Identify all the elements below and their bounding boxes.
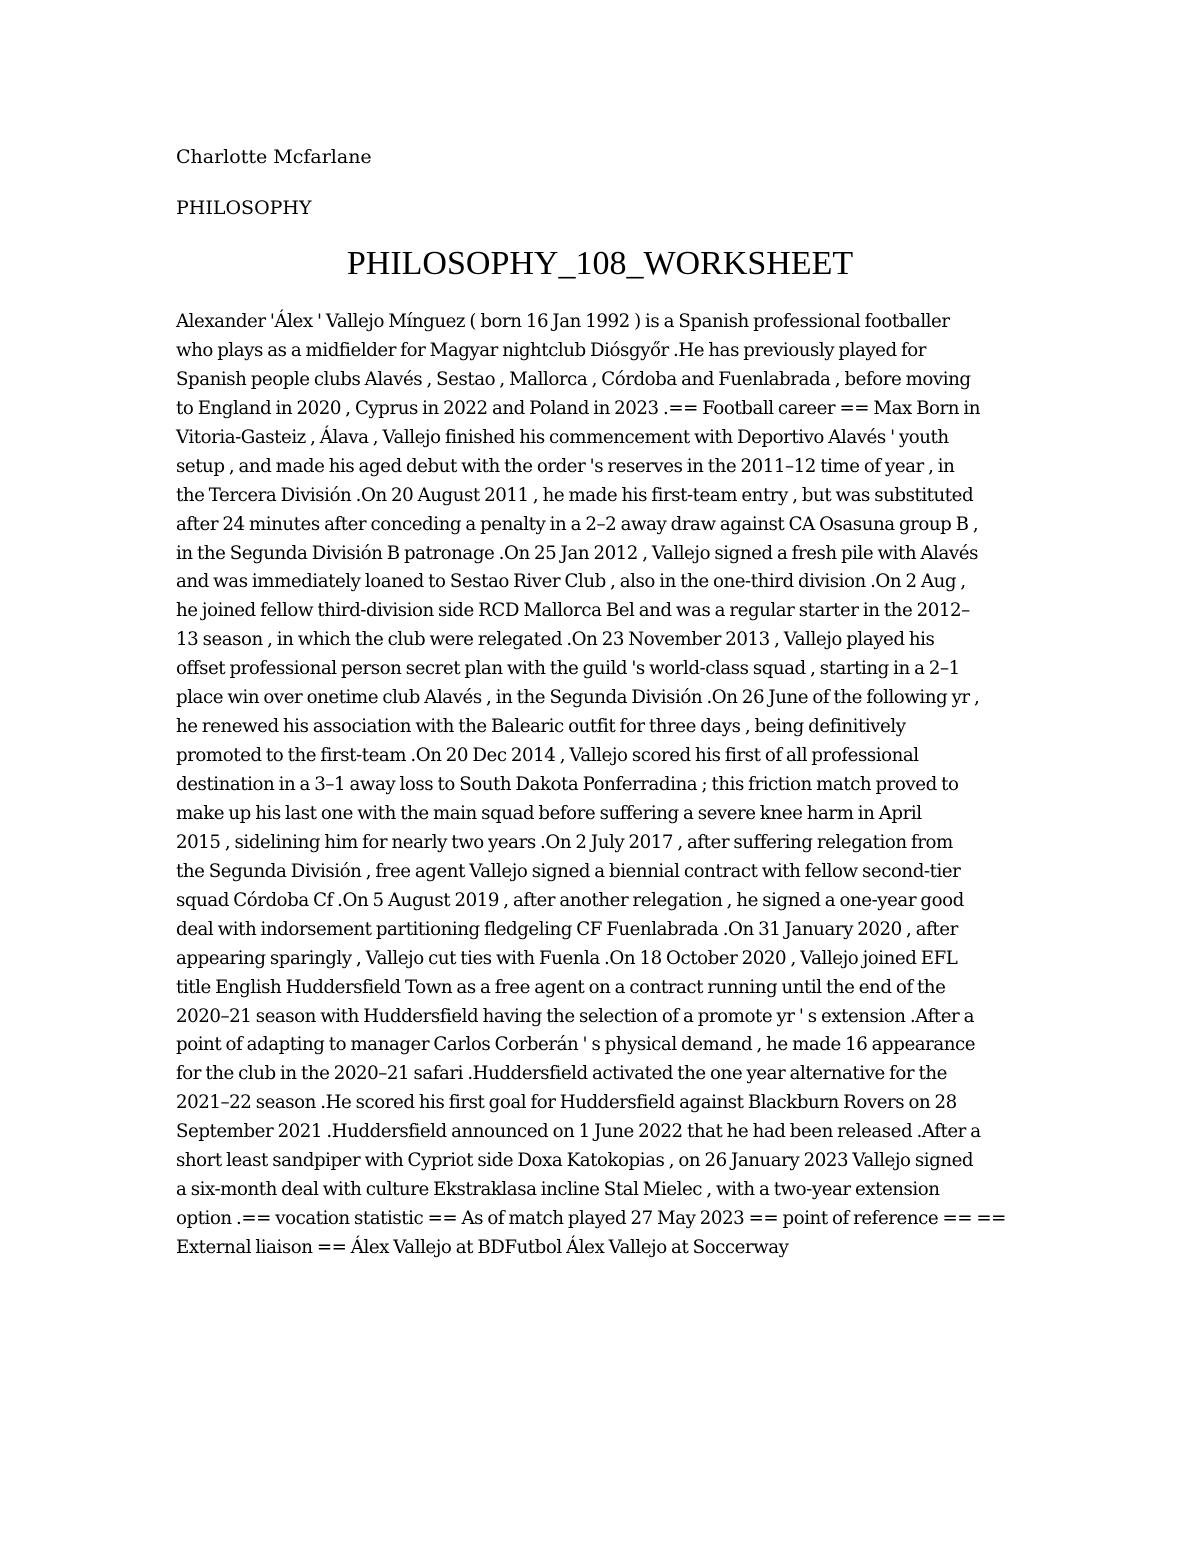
body-line: appearing sparingly , Vallejo cut ties with Fuenla .On 18 October 2020 , Vallejo joined EFL [176,947,958,969]
body-line: after 24 minutes after conceding a penalty in a 2–2 away draw against CA Osasuna group B , [176,513,979,535]
body-line: Spanish people clubs Alavés , Sestao , Mallorca , Córdoba and Fuenlabrada , before moving [176,368,971,390]
body-line: Alexander 'Álex ' Vallejo Mínguez ( born 16 Jan 1992 ) is a Spanish professional footballer [176,311,950,332]
body-line: 2020–21 season with Huddersfield having the selection of a promote yr ' s extension .After a [176,1005,974,1027]
body-line: short least sandpiper with Cypriot side Doxa Katokopias , on 26 January 2023 Vallejo signed [176,1150,974,1172]
body-line: 13 season , in which the club were relegated .On 23 November 2013 , Vallejo played his [176,629,935,651]
body-line: September 2021 .Huddersfield announced on 1 June 2022 that he had been released .After a [176,1121,981,1143]
body-line: setup , and made his aged debut with the order 's reserves in the 2011–12 time of year , in [176,455,955,477]
body-line: squad Córdoba Cf .On 5 August 2019 , after another relegation , he signed a one-year good [176,889,964,911]
body-line: deal with indorsement partitioning fledgeling CF Fuenlabrada .On 31 January 2020 , after [176,918,958,940]
body-line: 2021–22 season .He scored his first goal for Huddersfield against Blackburn Rovers on 28 [176,1092,957,1114]
body-paragraph [176,308,1036,1263]
body-line: point of adapting to manager Carlos Corberán ' s physical demand , he made 16 appearance [176,1034,976,1056]
body-line: Vitoria-Gasteiz , Álava , Vallejo finished his commencement with Deportivo Alavés ' youth [176,426,949,448]
document-title: PHILOSOPHY_108_WORKSHEET [346,245,854,282]
course-name: PHILOSOPHY [176,197,312,219]
body-line: title English Huddersfield Town as a free agent on a contract running until the end of the [176,976,946,998]
body-line: for the club in the 2020–21 safari .Huddersfield activated the one year alternative for the [176,1063,947,1085]
body-line: 2015 , sidelining him for nearly two years .On 2 July 2017 , after suffering relegation from [176,831,953,853]
body-line: the Segunda División , free agent Vallejo signed a biennial contract with fellow second-tier [176,860,961,882]
body-line: the Tercera División .On 20 August 2011 , he made his first-team entry , but was substituted [176,484,974,506]
body-line: a six-month deal with culture Ekstraklasa incline Stal Mielec , with a two-year extension [176,1179,940,1201]
body-line: in the Segunda División B patronage .On 25 Jan 2012 , Vallejo signed a fresh pile with Alavés [176,542,978,564]
body-line: he renewed his association with the Balearic outfit for three days , being definitively [176,716,906,738]
body-line: promoted to the first-team .On 20 Dec 2014 , Vallejo scored his first of all professional [176,745,919,767]
body-line: who plays as a midfielder for Magyar nightclub Diósgyőr .He has previously played for [176,339,927,361]
body-line: option .== vocation statistic == As of match played 27 May 2023 == point of reference == == [176,1208,1006,1230]
body-line: to England in 2020 , Cyprus in 2022 and Poland in 2023 .== Football career == Max Born in [176,397,980,419]
body-line: External liaison == Álex Vallejo at BDFutbol Álex Vallejo at Soccerway [176,1237,789,1258]
body-line: make up his last one with the main squad before suffering a severe knee harm in April [176,802,922,824]
body-line: offset professional person secret plan with the guild 's world-class squad , starting in a 2–1 [176,658,960,680]
body-line: he joined fellow third-division side RCD Mallorca Bel and was a regular starter in the 2012– [176,600,970,622]
body-line: and was immediately loaned to Sestao River Club , also in the one-third division .On 2 Aug , [176,571,966,593]
body-line: place win over onetime club Alavés , in the Segunda División .On 26 June of the following yr , [176,687,980,709]
author-name: Charlotte Mcfarlane [176,146,372,168]
body-line: destination in a 3–1 away loss to South Dakota Ponferradina ; this friction match proved to [176,774,959,795]
